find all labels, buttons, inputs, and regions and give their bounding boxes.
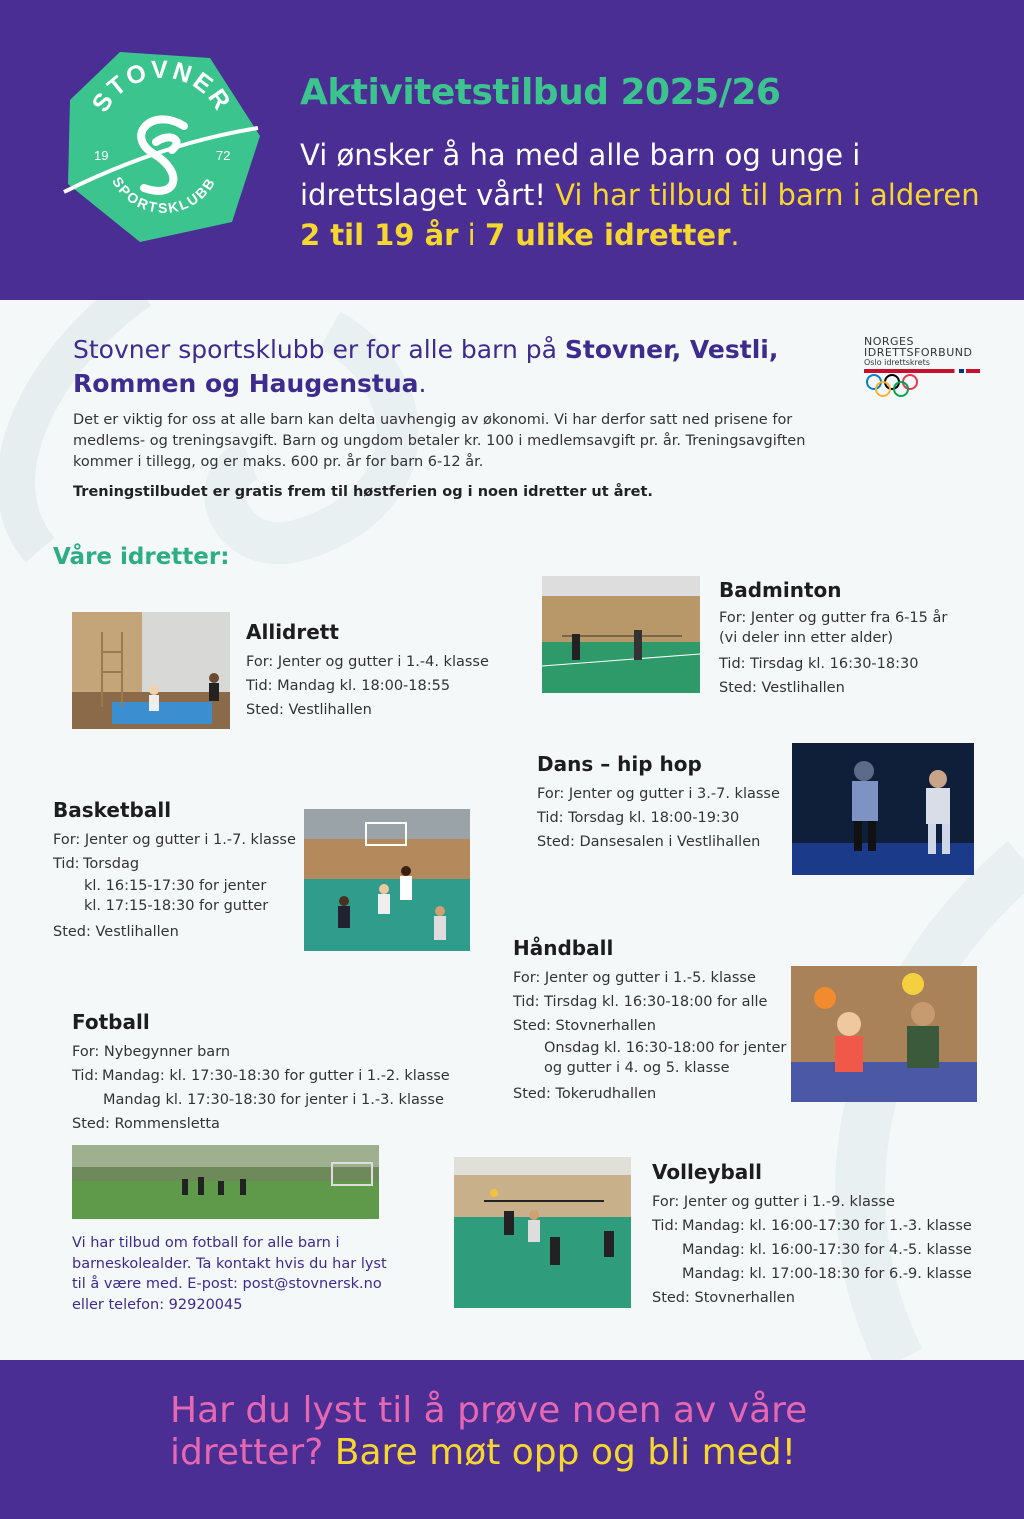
logo-bottom-text: SPORTSKLUBB: [109, 173, 219, 216]
nif-logo: NORGES IDRETTSFORBUND Oslo idrettskrets: [864, 336, 984, 403]
footer-banner: [0, 1360, 1024, 1519]
badminton-photo: [542, 576, 700, 693]
sport-fotball: Fotball For: Nybegynner barn Tid: Mandag: kl. 17:30-18:30 for gutter i 1.-2. klasse Mandag kl. 17:30-18:30 for jenter i 1.-3. klasse Sted: Rommensletta: [72, 1008, 452, 1136]
main-content: [0, 300, 1024, 1360]
volleyball-title: Volleyball: [652, 1160, 762, 1184]
sport-handball: Håndball For: Jenter og gutter i 1.-5. klasse Tid: Tirsdag kl. 16:30-18:00 for alle Sted: Stovnerhallen Onsdag kl. 16:30-18:00 for jenter og gutter i 4. og 5. klasse Sted: Tokerudhallen: [513, 934, 793, 1106]
intro-body: Det er viktig for oss at alle barn kan delta uavhengig av økonomi. Vi har derfor satt ned prisene for medlems- og treningsavgift. Barn og ungdom betaler kr. 100 i medlemsavgift pr. år. Treningsavgiften kommer i tillegg, og er maks. 600 pr. år for barn 6-12 år.: [73, 412, 806, 470]
handball-photo: [791, 966, 977, 1102]
basketball-title: Basketball: [53, 798, 172, 822]
club-logo: [60, 44, 264, 248]
sport-dans: Dans – hip hop For: Jenter og gutter i 3.-7. klasse Tid: Torsdag kl. 18:00-19:30 Sted: Dansesalen i Vestlihallen: [537, 750, 797, 854]
handball-title: Håndball: [513, 936, 614, 960]
badminton-title: Badminton: [719, 578, 842, 602]
allidrett-title: Allidrett: [246, 620, 339, 644]
dans-title: Dans – hip hop: [537, 752, 702, 776]
intro-free-note: Treningstilbudet er gratis frem til høstferien og i noen idretter ut året.: [73, 484, 653, 500]
header-subtitle: Vi ønsker å ha med alle barn og unge i idrettslaget vårt! Vi har tilbud til barn i alderen 2 til 19 år i 7 ulike idretter.: [300, 138, 980, 252]
sport-badminton: Badminton For: Jenter og gutter fra 6-15 år (vi deler inn etter alder) Tid: Tirsdag kl. 16:30-18:30 Sted: Vestlihallen: [719, 576, 999, 700]
logo-year-right: 72: [216, 148, 231, 163]
sport-basketball: Basketball For: Jenter og gutter i 1.-7. klasse Tid: Torsdag kl. 16:15-17:30 for jenter kl. 17:15-18:30 for gutter Sted: Vestlihallen: [53, 796, 303, 944]
sport-volleyball: Volleyball For: Jenter og gutter i 1.-9. klasse Tid: Mandag: kl. 16:00-17:30 for 1.-3. klasse Mandag: kl. 16:00-17:30 for 4.-5. klasse Mandag: kl. 17:00-18:30 for 6.-9. klasse Sted: Stovnerhallen: [652, 1158, 992, 1310]
dans-photo: [792, 743, 974, 875]
fotball-photo: [72, 1145, 379, 1219]
logo-year-left: 19: [94, 148, 109, 163]
fotball-title: Fotball: [72, 1010, 150, 1034]
footer-call-to-action: Har du lyst til å prøve noen av våre idretter? Bare møt opp og bli med!: [170, 1390, 808, 1473]
section-title: Våre idretter:: [53, 544, 230, 570]
sport-allidrett: Allidrett For: Jenter og gutter i 1.-4. klasse Tid: Mandag kl. 18:00-18:55 Sted: Vestlihallen: [246, 618, 516, 722]
intro-heading: Stovner sportsklubb er for alle barn på Stovner, Vestli, Rommen og Haugenstua.: [73, 335, 779, 398]
logo-top-text: STOVNER: [86, 55, 238, 118]
header-title: Aktivitetstilbud 2025/26: [300, 72, 781, 113]
basketball-photo: [304, 809, 470, 951]
olympic-rings-icon: [864, 373, 920, 399]
allidrett-photo: [72, 612, 230, 729]
volleyball-photo: [454, 1157, 631, 1308]
fotball-contact-note: Vi har tilbud om fotball for alle barn i barneskolealder. Ta kontakt hvis du har lyst til å være med. E-post: post@stovnersk.no eller telefon: 92920045: [72, 1235, 387, 1313]
header-banner: [0, 0, 1024, 300]
